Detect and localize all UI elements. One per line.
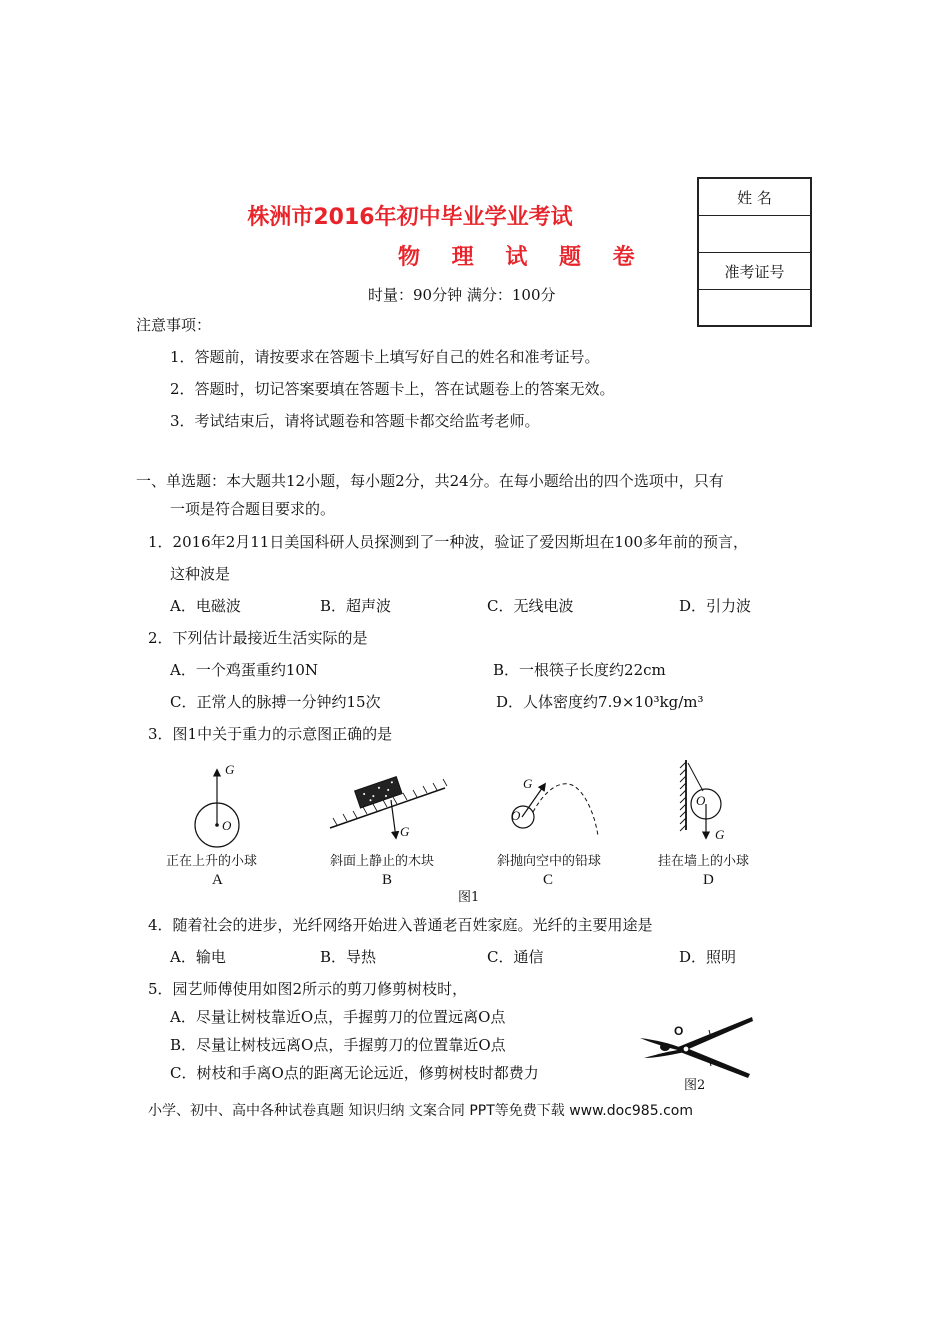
notice-item-2: 2．答题时，切记答案要填在答题卡上，答在试题卷上的答案无效。 bbox=[170, 380, 615, 398]
q1-option-c: C．无线电波 bbox=[487, 597, 574, 615]
panel-d-letter: D bbox=[703, 872, 714, 888]
q5-option-c: C．树枝和手离O点的距离无论远近，修剪树枝时都费力 bbox=[170, 1064, 539, 1082]
id-label: 准考证号 bbox=[699, 253, 810, 290]
q1-stem: 1．2016年2月11日美国科研人员探测到了一种波，验证了爱因斯坦在100多年前的预言， bbox=[148, 533, 748, 551]
force-label-a: G bbox=[225, 762, 235, 777]
trajectory-c bbox=[533, 784, 598, 836]
q1-stem-cont: 这种波是 bbox=[170, 565, 231, 583]
q5-stem: 5．园艺师傅使用如图2所示的剪刀修剪树枝时， bbox=[148, 980, 468, 998]
panel-a-drawing bbox=[195, 770, 239, 847]
q4-option-b: B．导热 bbox=[320, 948, 377, 966]
string-d bbox=[688, 763, 703, 791]
name-label: 姓 名 bbox=[699, 179, 810, 216]
q3-stem: 3．图1中关于重力的示意图正确的是 bbox=[148, 725, 393, 743]
q4-option-c: C．通信 bbox=[487, 948, 544, 966]
pivot bbox=[683, 1046, 689, 1052]
figure2-scissors bbox=[640, 1017, 753, 1078]
block-b bbox=[355, 777, 402, 808]
q4-stem: 4．随着社会的进步，光纤网络开始进入普通老百姓家庭。光纤的主要用途是 bbox=[148, 916, 653, 934]
q1-option-b: B．超声波 bbox=[320, 597, 392, 615]
panel-b-caption: 斜面上静止的木块 bbox=[330, 854, 435, 869]
exam-title: 株洲市2016年初中毕业学业考试 bbox=[247, 205, 573, 230]
footer-text: 小学、初中、高中各种试卷真题 知识归纳 文案合同 PPT等免费下载 www.doc985.com bbox=[148, 1103, 693, 1119]
figure2-caption: 图2 bbox=[684, 1078, 706, 1093]
figure1-caption: 图1 bbox=[458, 890, 480, 905]
q1-option-d: D．引力波 bbox=[679, 597, 752, 615]
panel-b-letter: B bbox=[382, 872, 393, 888]
figure2-pivot-label: O bbox=[674, 1024, 684, 1038]
q5-option-b: B．尽量让树枝远离O点，手握剪刀的位置靠近O点 bbox=[170, 1036, 506, 1054]
panel-c-letter: C bbox=[543, 872, 554, 888]
q2-option-a: A．一个鸡蛋重约10N bbox=[170, 661, 319, 679]
force-label-b: G bbox=[400, 824, 410, 839]
panel-a-caption: 正在上升的小球 bbox=[166, 854, 258, 869]
branch bbox=[660, 1043, 670, 1051]
pivot-label-a: O bbox=[222, 818, 232, 833]
notice-item-1: 1．答题前，请按要求在答题卡上填写好自己的姓名和准考证号。 bbox=[170, 348, 600, 366]
q1-option-a: A．电磁波 bbox=[170, 597, 241, 615]
panel-a-letter: A bbox=[212, 872, 223, 888]
notice-heading: 注意事项： bbox=[136, 316, 212, 334]
notice-item-3: 3．考试结束后，请将试题卷和答题卡都交给监考老师。 bbox=[170, 412, 540, 430]
q2-stem: 2．下列估计最接近生活实际的是 bbox=[148, 629, 368, 647]
section1-intro-cont: 一项是符合题目要求的。 bbox=[170, 500, 336, 518]
q2-option-c: C．正常人的脉搏一分钟约15次 bbox=[170, 693, 381, 711]
pivot-label-d: O bbox=[696, 793, 706, 808]
pivot-label-c: O bbox=[511, 808, 521, 823]
panel-b-drawing bbox=[330, 777, 447, 838]
q4-option-a: A．输电 bbox=[170, 948, 226, 966]
scissor-handle-upper bbox=[678, 1017, 753, 1051]
panel-d-caption: 挂在墙上的小球 bbox=[658, 854, 750, 869]
q5-option-a: A．尽量让树枝靠近O点，手握剪刀的位置远离O点 bbox=[170, 1008, 506, 1026]
force-label-c: G bbox=[523, 776, 533, 791]
section1-intro: 一、单选题：本大题共12小题，每小题2分，共24分。在每小题给出的四个选项中，只有 bbox=[136, 472, 724, 490]
exam-subtitle: 物 理 试 题 卷 bbox=[398, 245, 647, 270]
panel-c-caption: 斜抛向空中的铅球 bbox=[497, 854, 602, 869]
time-info: 时量：90分钟 满分：100分 bbox=[368, 286, 556, 304]
q2-option-d: D．人体密度约7.9×10³kg/m³ bbox=[496, 693, 704, 711]
q2-option-b: B．一根筷子长度约22cm bbox=[493, 661, 666, 679]
force-label-d: G bbox=[715, 827, 725, 842]
q4-option-d: D．照明 bbox=[679, 948, 737, 966]
